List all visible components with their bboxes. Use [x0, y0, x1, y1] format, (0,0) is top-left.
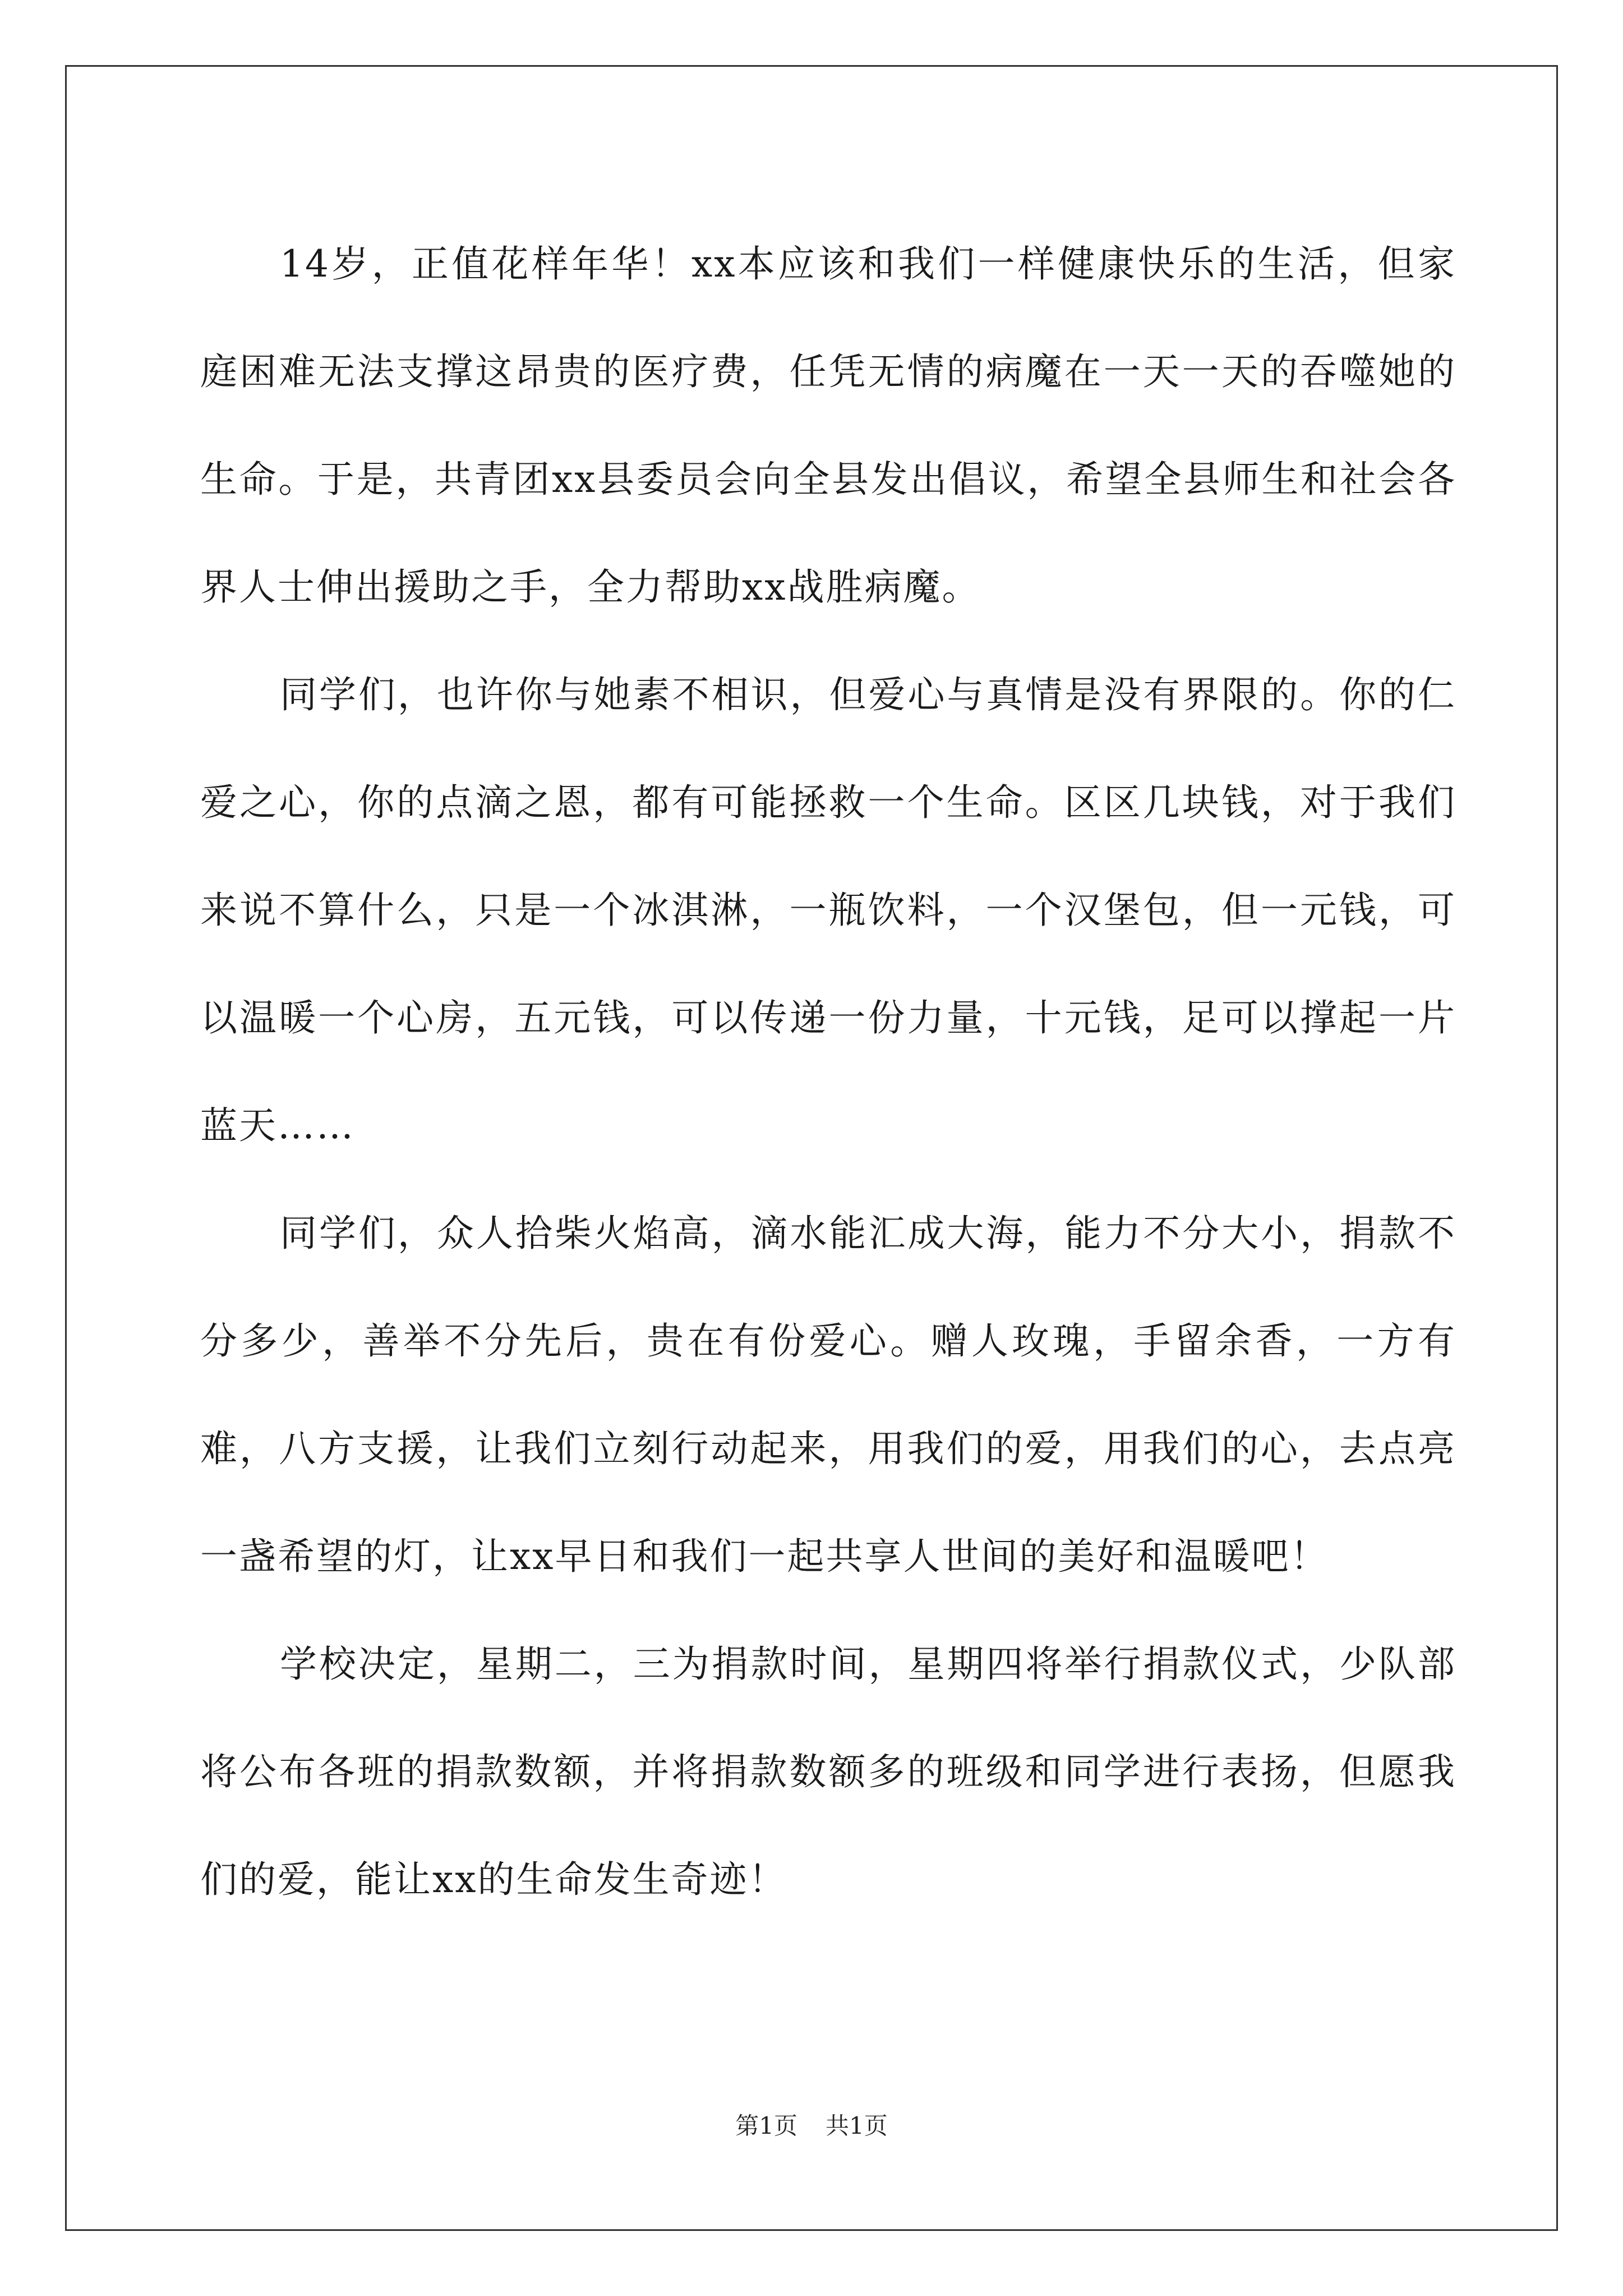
paragraph-1: 14岁，正值花样年华！xx本应该和我们一样健康快乐的生活，但家庭困难无法支撑这昂贵的医疗费，任凭无情的病魔在一天一天的吞噬她的生命。于是，共青团xx县委员会向全县发出倡议，希望全县师生和社会各界人士伸出援助之手，全力帮助xx战胜病魔。	[200, 242, 1456, 609]
page-number: 第1页	[735, 2112, 797, 2139]
page-footer	[0, 2112, 1623, 2140]
document-body	[200, 210, 1456, 1934]
paragraph-4: 学校决定，星期二，三为捐款时间，星期四将举行捐款仪式，少队部将公布各班的捐款数额，并将捐款数额多的班级和同学进行表扬，但愿我们的爱，能让xx的生命发生奇迹！	[200, 1642, 1456, 1901]
paragraph-3: 同学们，众人拾柴火焰高，滴水能汇成大海，能力不分大小，捐款不分多少，善举不分先后，贵在有份爱心。赠人玫瑰，手留余香，一方有难，八方支援，让我们立刻行动起来，用我们的爱，用我们的心，去点亮一盏希望的灯，让xx早日和我们一起共享人世间的美好和温暖吧！	[200, 1212, 1456, 1578]
total-pages: 共1页	[826, 2112, 888, 2139]
paragraph-2: 同学们，也许你与她素不相识，但爱心与真情是没有界限的。你的仁爱之心，你的点滴之恩，都有可能拯救一个生命。区区几块钱，对于我们来说不算什么，只是一个冰淇淋，一瓶饮料，一个汉堡包，但一元钱，可以温暖一个心房，五元钱，可以传递一份力量，十元钱，足可以撑起一片蓝天……	[200, 673, 1456, 1147]
